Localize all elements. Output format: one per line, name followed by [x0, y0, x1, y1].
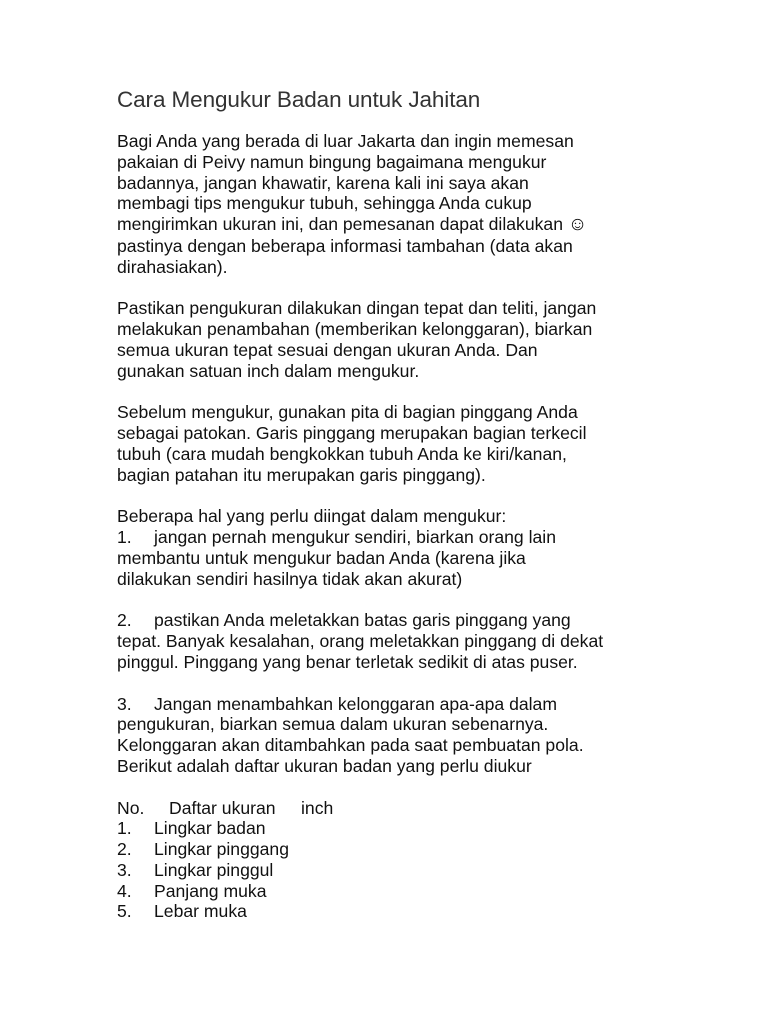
tip-1 [117, 506, 677, 589]
text-line: pastinya dengan beberapa informasi tambahan (data akan [117, 235, 573, 256]
row-name: Lingkar badan [154, 818, 266, 839]
row-number: 3. [117, 859, 132, 880]
text-line: tepat. Banyak kesalahan, orang meletakkan pinggang di dekat [117, 631, 604, 652]
tip-first-line [117, 610, 677, 631]
tip-2 [117, 610, 677, 672]
tip-number: 3. [117, 693, 132, 714]
smiley-icon: ☺ [567, 214, 588, 236]
tip-first-line [117, 527, 677, 548]
measurement-row [117, 860, 677, 881]
tips-heading: Beberapa hal yang perlu diingat dalam mengukur: [117, 506, 507, 527]
text-line: jangan pernah mengukur sendiri, biarkan orang lain [154, 527, 556, 548]
row-number: 5. [117, 901, 132, 922]
text-line: tubuh (cara mudah bengkokkan tubuh Anda ke kiri/kanan, [117, 443, 567, 464]
text-line: membantu untuk mengukur badan Anda (karena jika [117, 547, 526, 568]
row-name: Panjang muka [154, 880, 267, 901]
text-line: Bagi Anda yang berada di luar Jakarta dan ingin memesan [117, 131, 574, 151]
text-line: mengirimkan ukuran ini, dan pemesanan dapat dilakukan [117, 214, 563, 235]
text-line: gunakan satuan inch dalam mengukur. [117, 360, 420, 381]
text-line: Kelonggaran akan ditambahkan pada saat pembuatan pola. [117, 735, 584, 756]
text-line: pastikan Anda meletakkan batas garis pinggang yang [154, 610, 571, 631]
header-no: No. [117, 797, 145, 818]
tip-3 [117, 694, 677, 777]
document-title: Cara Mengukur Badan untuk Jahitan [117, 87, 481, 112]
row-number: 1. [117, 818, 132, 839]
intro-paragraph [117, 131, 677, 278]
text-line: pakaian di Peivy namun bingung bagaimana mengukur [117, 151, 547, 172]
text-line: badannya, jangan khawatir, karena kali ini saya akan [117, 172, 529, 193]
text-line: bagian patahan itu merupakan garis pinggang). [117, 464, 486, 485]
text-line: pengukuran, biarkan semua dalam ukuran sebenarnya. [117, 714, 549, 735]
measurement-list-header [117, 798, 677, 819]
text-line: sebagai patokan. Garis pinggang merupakan bagian terkecil [117, 423, 587, 444]
row-name: Lingkar pinggul [154, 859, 274, 880]
measurement-row [117, 818, 677, 839]
text-line: dilakukan sendiri hasilnya tidak akan akurat) [117, 568, 463, 589]
tip-number: 2. [117, 610, 132, 631]
row-number: 4. [117, 880, 132, 901]
text-line: Jangan menambahkan kelonggaran apa-apa dalam [154, 693, 557, 714]
waist-paragraph [117, 402, 677, 485]
text-line: Berikut adalah daftar ukuran badan yang perlu diukur [117, 755, 532, 776]
row-number: 2. [117, 839, 132, 860]
measurement-list [117, 798, 677, 923]
measurement-row [117, 901, 677, 922]
text-line: dirahasiakan). [117, 256, 228, 277]
text-line: Sebelum mengukur, gunakan pita di bagian pinggang Anda [117, 402, 578, 423]
text-line: pinggul. Pinggang yang benar terletak sedikit di atas puser. [117, 651, 578, 672]
header-name: Daftar ukuran [169, 797, 276, 818]
measurement-row [117, 839, 677, 860]
tip-number: 1. [117, 527, 132, 548]
row-name: Lebar muka [154, 901, 247, 922]
accuracy-paragraph [117, 298, 677, 381]
text-line-with-smiley [117, 214, 677, 236]
text-line: melakukan penambahan (memberikan kelonggaran), biarkan [117, 319, 593, 340]
header-unit: inch [301, 797, 334, 818]
measurement-row [117, 881, 677, 902]
row-name: Lingkar pinggang [154, 839, 289, 860]
text-line: membagi tips mengukur tubuh, sehingga Anda cukup [117, 193, 532, 214]
document-page [117, 86, 677, 943]
tip-first-line [117, 694, 677, 715]
text-line: Pastikan pengukuran dilakukan dingan tepat dan teliti, jangan [117, 298, 597, 319]
text-line: semua ukuran tepat sesuai dengan ukuran Anda. Dan [117, 339, 538, 360]
